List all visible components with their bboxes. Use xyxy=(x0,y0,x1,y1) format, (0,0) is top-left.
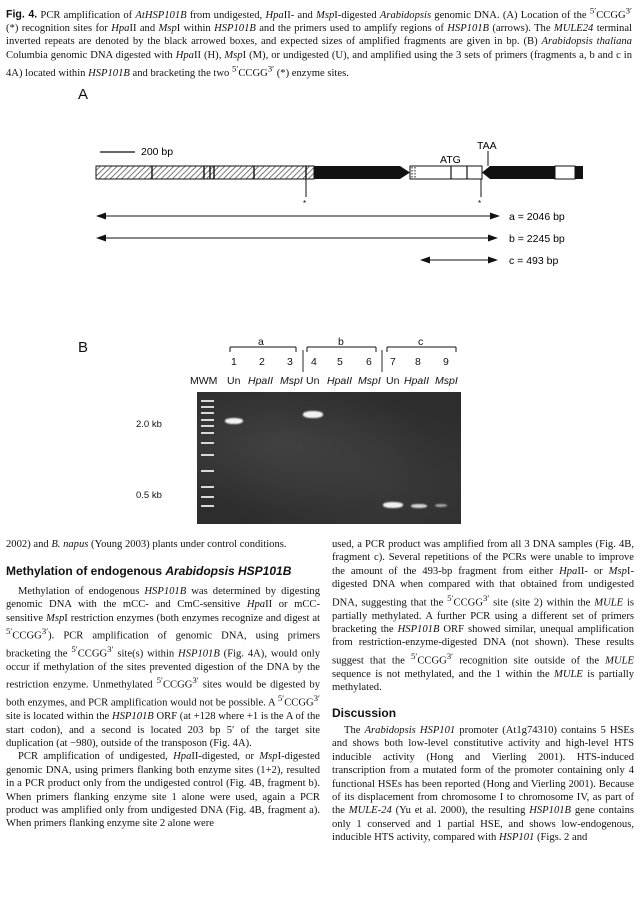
left-column xyxy=(6,538,320,831)
lane-number-5: 5 xyxy=(337,356,343,368)
group-c-label: c xyxy=(418,336,424,348)
caption-text: PCR amplification of AtHSP101B from undigested, HpaII- and MspI-digested Arabidopsis genomic DNA. (A) Location of the $^{5'}CCGG^{3'}$ (*) recognition sites for HpaII and MspI within HSP101B and the primers used to amplify regions of HSP101B (arrows). The MULE24 terminal inverted repeats are denoted by the black arrowed boxes, and expected sizes of amplified fragments are given in bp. (B) Arabidopsis thaliana Columbia genomic DNA digested with HpaII (H), MspI (M), or undigested (U), and amplified using the 3 sets of primers (fragments a, b and c in 4A) located within HSP101B and bracketing the two $^{5'}CCGG^{3'}$ (*) enzyme sites. xyxy=(6,5,632,79)
left-paragraph-2: PCR amplification of undigested, HpaII-digested, or MspI-digested genomic DNA, using primers flanking both enzyme sites (1+2), resulted in a PCR product only from the undigested control (Fig. 4B, fragment b). When primers flanking enzyme site 1 alone were used, again a PCR product was amplified only from undigested DNA (Fig. 4B, fragment a). When primers flanking enzyme site 2 alone were xyxy=(6,751,320,830)
group-b-label: b xyxy=(338,336,344,348)
mwm-label: MWM xyxy=(190,375,218,387)
marker-0.5kb-label: 0.5 kb xyxy=(136,490,162,501)
lane-number-7: 7 xyxy=(390,356,396,368)
fragment-b-label: b = 2245 bp xyxy=(509,233,565,245)
discussion-heading: Discussion xyxy=(332,705,397,720)
lane-number-1: 1 xyxy=(231,356,237,368)
lane-number-3: 3 xyxy=(287,356,293,368)
lane-label-7: Un xyxy=(386,375,400,387)
fragment-c-label: c = 493 bp xyxy=(509,255,559,267)
group-a-label: a xyxy=(258,336,264,348)
lane-group-brackets xyxy=(0,0,640,400)
methylation-heading: Methylation of endogenous Arabidopsis HSP101B xyxy=(6,564,292,579)
ccgg-site-2-marker: * xyxy=(478,199,482,208)
band-lane7-fragment-c xyxy=(383,502,403,508)
ccgg-site-1-marker: * xyxy=(303,199,307,208)
right-paragraph-1: used, a PCR product was amplified from all 3 DNA samples (Fig. 4B, fragment c). Several repetitions of the PCRs were unable to improve the amount of the 493-bp fragment from either HpaII- or MspI-digested DNA when compared with that obtained from undigested DNA, suggesting that the $^{5'}CCGG^{3'}$ site (site 2) within the MULE is partially methylated. A further PCR using a different set of primers bracketing the HSP101B ORF showed similar, unequal amplification from restriction-enzyme-digested DNA (not shown). These results suggest that the $^{5'}CCGG^{3'}$ recognition site outside of the MULE sequence is not methylated, and the 1 within the MULE is partially methylated. xyxy=(332,539,635,694)
band-lane1-fragment-a xyxy=(225,418,243,424)
panel-a-label: A xyxy=(78,86,89,103)
lane-label-5: HpaII xyxy=(327,375,353,387)
band-lane4-fragment-b xyxy=(303,411,323,418)
atg-label: ATG xyxy=(440,154,461,166)
lane-label-3: MspI xyxy=(280,375,303,387)
right-paragraph-2: The Arabidopsis HSP101 promoter (At1g74310) contains 5 HSEs and shows both low-level constitutive activity and high-level HTS inducible activity (Hong and Vierling 2001). HTS-induced transcription from a mutated form of the promoter containing only 4 functional HSEs has been reported (Hong and Vierling 2001). Because of its displacement from chromosome I to chromosome IV, as part of the MULE-24 (Yu et al. 2000), the resulting HSP101B gene contains only 1 conserved and 1 partial HSE, and shows low-endogenous, inducible HTS activity, compared with HSP101 (Figs. 2 and xyxy=(332,724,634,844)
lane-label-4: Un xyxy=(306,375,320,387)
band-lane8-fragment-c xyxy=(411,504,427,508)
band-lane9-fragment-c xyxy=(435,504,447,507)
lane-number-2: 2 xyxy=(259,356,265,368)
lane-label-2: HpaII xyxy=(248,375,274,387)
lane-number-6: 6 xyxy=(366,356,372,368)
left-intro-text: 2002) and B. napus (Young 2003) plants under control conditions. xyxy=(6,539,287,550)
taa-label: TAA xyxy=(477,140,497,152)
panel-b-label: B xyxy=(78,339,89,356)
lane-label-8: HpaII xyxy=(404,375,430,387)
lane-label-9: MspI xyxy=(435,375,458,387)
left-paragraph-1: Methylation of endogenous HSP101B was determined by digesting genomic DNA with the mCC- and CmC-sensitive HpaII or mCC-sensitive MspI restriction enzymes (both enzymes recognize and digest at $^{5'}CCGG^{3'}$). PCR amplification of genomic DNA, using primers bracketing the $^{5'}CCGG^{3'}$ site(s) within HSP101B (Fig. 4A), would only occur if methylation of the sites prevented digestion of the DNA by the restriction enzyme. Unmethylated $^{5'}CCGG^{3'}$ sites would be digested by both enzymes, and PCR amplification would not be possible. A $^{5'}CCGG^{3'}$ site is located within the HSP101B ORF (at +128 where +1 is the A of the start codon), and a second is located 203 bp 5′ of the target site duplication (at −980), outside of the transposon (Fig. 4A). xyxy=(6,585,321,749)
lane-label-1: Un xyxy=(227,375,241,387)
marker-2kb-label: 2.0 kb xyxy=(136,419,162,430)
lane-label-6: MspI xyxy=(358,375,381,387)
lane-number-4: 4 xyxy=(311,356,317,368)
scale-bar-label: 200 bp xyxy=(141,146,174,158)
lane-number-9: 9 xyxy=(443,356,449,368)
right-column xyxy=(332,538,634,845)
agarose-gel-image xyxy=(197,392,461,524)
figure-label: Fig. 4. xyxy=(6,8,38,21)
lane-number-8: 8 xyxy=(415,356,421,368)
fragment-a-label: a = 2046 bp xyxy=(509,211,565,223)
